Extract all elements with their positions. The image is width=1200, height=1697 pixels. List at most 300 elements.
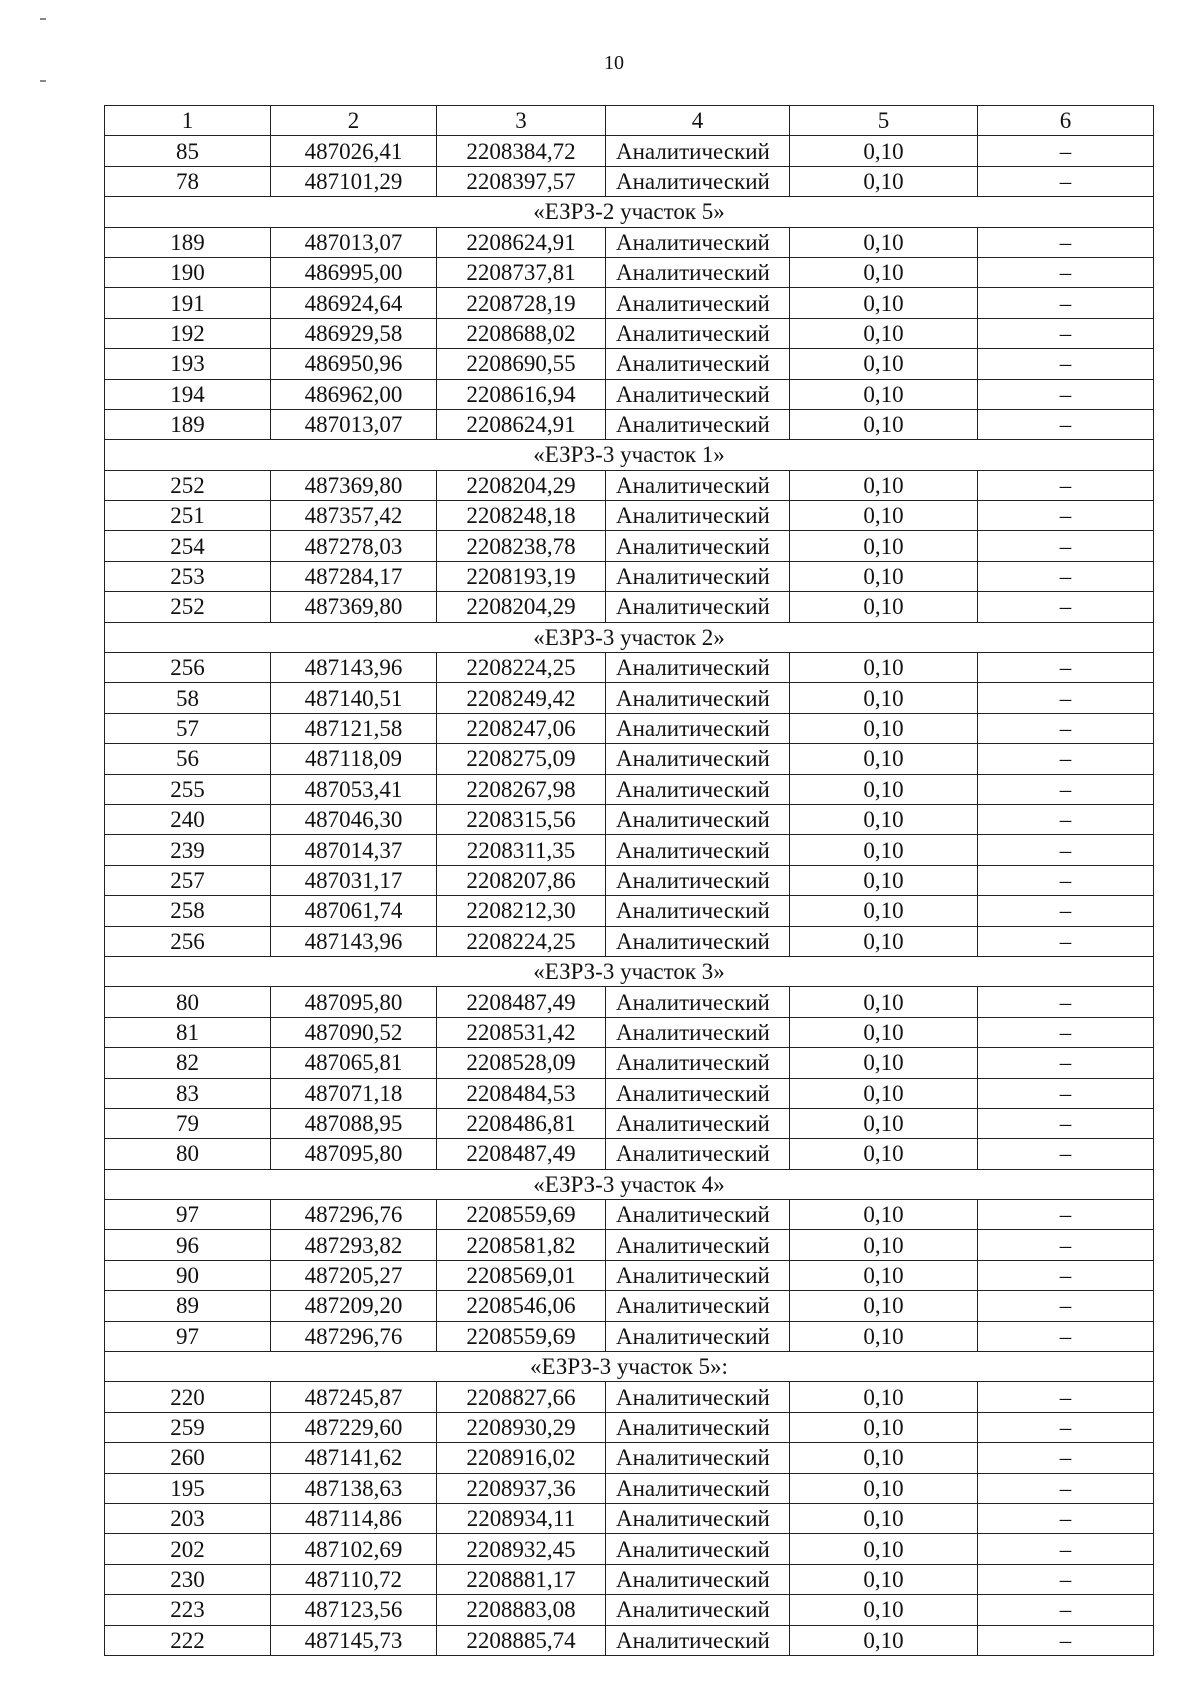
x-coordinate-cell: 487293,82 <box>271 1230 437 1260</box>
method-cell: Аналитический <box>606 1412 790 1442</box>
method-cell: Аналитический <box>606 1260 790 1290</box>
note-cell: – <box>978 1534 1154 1564</box>
x-coordinate-cell: 487296,76 <box>271 1321 437 1351</box>
method-cell: Аналитический <box>606 1230 790 1260</box>
table-row <box>105 227 1154 257</box>
point-number-cell: 253 <box>105 561 271 591</box>
point-number-cell: 251 <box>105 501 271 531</box>
x-coordinate-cell: 487110,72 <box>271 1564 437 1594</box>
y-coordinate-cell: 2208267,98 <box>437 774 606 804</box>
y-coordinate-cell: 2208581,82 <box>437 1230 606 1260</box>
y-coordinate-cell: 2208528,09 <box>437 1048 606 1078</box>
section-row <box>105 622 1154 652</box>
method-cell: Аналитический <box>606 1321 790 1351</box>
y-coordinate-cell: 2208932,45 <box>437 1534 606 1564</box>
point-number-cell: 85 <box>105 136 271 166</box>
accuracy-cell: 0,10 <box>790 1200 978 1230</box>
point-number-cell: 190 <box>105 257 271 287</box>
accuracy-cell: 0,10 <box>790 470 978 500</box>
note-cell: – <box>978 1139 1154 1169</box>
accuracy-cell: 0,10 <box>790 1564 978 1594</box>
x-coordinate-cell: 487013,07 <box>271 227 437 257</box>
y-coordinate-cell: 2208311,35 <box>437 835 606 865</box>
note-cell: – <box>978 257 1154 287</box>
note-cell: – <box>978 318 1154 348</box>
note-cell: – <box>978 409 1154 439</box>
method-cell: Аналитический <box>606 1048 790 1078</box>
point-number-cell: 256 <box>105 653 271 683</box>
accuracy-cell: 0,10 <box>790 926 978 956</box>
table-row <box>105 1473 1154 1503</box>
note-cell: – <box>978 592 1154 622</box>
accuracy-cell: 0,10 <box>790 136 978 166</box>
table-row <box>105 318 1154 348</box>
point-number-cell: 56 <box>105 744 271 774</box>
x-coordinate-cell: 487209,20 <box>271 1291 437 1321</box>
point-number-cell: 220 <box>105 1382 271 1412</box>
x-coordinate-cell: 487284,17 <box>271 561 437 591</box>
table-row <box>105 683 1154 713</box>
accuracy-cell: 0,10 <box>790 804 978 834</box>
point-number-cell: 240 <box>105 804 271 834</box>
method-cell: Аналитический <box>606 136 790 166</box>
point-number-cell: 258 <box>105 896 271 926</box>
method-cell: Аналитический <box>606 713 790 743</box>
y-coordinate-cell: 2208624,91 <box>437 409 606 439</box>
note-cell: – <box>978 926 1154 956</box>
method-cell: Аналитический <box>606 1595 790 1625</box>
section-row <box>105 956 1154 986</box>
column-header: 4 <box>606 106 790 136</box>
section-row <box>105 1352 1154 1382</box>
x-coordinate-cell: 487114,86 <box>271 1503 437 1533</box>
method-cell: Аналитический <box>606 1625 790 1655</box>
y-coordinate-cell: 2208624,91 <box>437 227 606 257</box>
accuracy-cell: 0,10 <box>790 1291 978 1321</box>
y-coordinate-cell: 2208224,25 <box>437 653 606 683</box>
table-row <box>105 1503 1154 1533</box>
method-cell: Аналитический <box>606 653 790 683</box>
method-cell: Аналитический <box>606 804 790 834</box>
y-coordinate-cell: 2208737,81 <box>437 257 606 287</box>
y-coordinate-cell: 2208934,11 <box>437 1503 606 1533</box>
y-coordinate-cell: 2208204,29 <box>437 470 606 500</box>
scan-artifact <box>40 80 46 82</box>
accuracy-cell: 0,10 <box>790 653 978 683</box>
coordinates-table <box>104 105 1154 1656</box>
x-coordinate-cell: 487046,30 <box>271 804 437 834</box>
x-coordinate-cell: 487121,58 <box>271 713 437 743</box>
note-cell: – <box>978 1473 1154 1503</box>
method-cell: Аналитический <box>606 987 790 1017</box>
point-number-cell: 222 <box>105 1625 271 1655</box>
accuracy-cell: 0,10 <box>790 896 978 926</box>
accuracy-cell: 0,10 <box>790 1625 978 1655</box>
table-row <box>105 1230 1154 1260</box>
point-number-cell: 97 <box>105 1321 271 1351</box>
accuracy-cell: 0,10 <box>790 1321 978 1351</box>
accuracy-cell: 0,10 <box>790 1017 978 1047</box>
point-number-cell: 80 <box>105 987 271 1017</box>
table-row <box>105 653 1154 683</box>
note-cell: – <box>978 1200 1154 1230</box>
method-cell: Аналитический <box>606 1108 790 1138</box>
table-row <box>105 1108 1154 1138</box>
x-coordinate-cell: 487141,62 <box>271 1443 437 1473</box>
table-row <box>105 713 1154 743</box>
note-cell: – <box>978 774 1154 804</box>
y-coordinate-cell: 2208885,74 <box>437 1625 606 1655</box>
note-cell: – <box>978 865 1154 895</box>
note-cell: – <box>978 987 1154 1017</box>
point-number-cell: 202 <box>105 1534 271 1564</box>
method-cell: Аналитический <box>606 1564 790 1594</box>
x-coordinate-cell: 487278,03 <box>271 531 437 561</box>
method-cell: Аналитический <box>606 1534 790 1564</box>
x-coordinate-cell: 487053,41 <box>271 774 437 804</box>
note-cell: – <box>978 349 1154 379</box>
method-cell: Аналитический <box>606 1382 790 1412</box>
accuracy-cell: 0,10 <box>790 1139 978 1169</box>
note-cell: – <box>978 1625 1154 1655</box>
accuracy-cell: 0,10 <box>790 1473 978 1503</box>
note-cell: – <box>978 804 1154 834</box>
point-number-cell: 90 <box>105 1260 271 1290</box>
point-number-cell: 81 <box>105 1017 271 1047</box>
table-row <box>105 1200 1154 1230</box>
y-coordinate-cell: 2208728,19 <box>437 288 606 318</box>
accuracy-cell: 0,10 <box>790 1443 978 1473</box>
y-coordinate-cell: 2208248,18 <box>437 501 606 531</box>
x-coordinate-cell: 487102,69 <box>271 1534 437 1564</box>
method-cell: Аналитический <box>606 257 790 287</box>
y-coordinate-cell: 2208212,30 <box>437 896 606 926</box>
point-number-cell: 254 <box>105 531 271 561</box>
table-row <box>105 257 1154 287</box>
point-number-cell: 230 <box>105 1564 271 1594</box>
method-cell: Аналитический <box>606 318 790 348</box>
column-header: 5 <box>790 106 978 136</box>
method-cell: Аналитический <box>606 896 790 926</box>
accuracy-cell: 0,10 <box>790 1230 978 1260</box>
note-cell: – <box>978 1503 1154 1533</box>
note-cell: – <box>978 1260 1154 1290</box>
y-coordinate-cell: 2208486,81 <box>437 1108 606 1138</box>
y-coordinate-cell: 2208881,17 <box>437 1564 606 1594</box>
note-cell: – <box>978 1048 1154 1078</box>
point-number-cell: 193 <box>105 349 271 379</box>
method-cell: Аналитический <box>606 1139 790 1169</box>
section-title: «ЕЗРЗ-2 участок 5» <box>105 197 1154 227</box>
note-cell: – <box>978 1078 1154 1108</box>
y-coordinate-cell: 2208204,29 <box>437 592 606 622</box>
x-coordinate-cell: 486950,96 <box>271 349 437 379</box>
y-coordinate-cell: 2208559,69 <box>437 1321 606 1351</box>
table-row <box>105 1139 1154 1169</box>
method-cell: Аналитический <box>606 1200 790 1230</box>
point-number-cell: 203 <box>105 1503 271 1533</box>
note-cell: – <box>978 1564 1154 1594</box>
section-row <box>105 197 1154 227</box>
table-row <box>105 835 1154 865</box>
section-title: «ЕЗРЗ-3 участок 3» <box>105 956 1154 986</box>
table-row <box>105 1443 1154 1473</box>
column-header: 2 <box>271 106 437 136</box>
note-cell: – <box>978 1321 1154 1351</box>
point-number-cell: 260 <box>105 1443 271 1473</box>
y-coordinate-cell: 2208487,49 <box>437 987 606 1017</box>
note-cell: – <box>978 288 1154 318</box>
table-row <box>105 987 1154 1017</box>
table-row <box>105 1017 1154 1047</box>
x-coordinate-cell: 487140,51 <box>271 683 437 713</box>
table-row <box>105 470 1154 500</box>
method-cell: Аналитический <box>606 349 790 379</box>
y-coordinate-cell: 2208193,19 <box>437 561 606 591</box>
x-coordinate-cell: 487013,07 <box>271 409 437 439</box>
note-cell: – <box>978 896 1154 926</box>
accuracy-cell: 0,10 <box>790 409 978 439</box>
y-coordinate-cell: 2208397,57 <box>437 166 606 196</box>
y-coordinate-cell: 2208275,09 <box>437 744 606 774</box>
point-number-cell: 194 <box>105 379 271 409</box>
point-number-cell: 82 <box>105 1048 271 1078</box>
method-cell: Аналитический <box>606 1443 790 1473</box>
point-number-cell: 223 <box>105 1595 271 1625</box>
table-row <box>105 1260 1154 1290</box>
accuracy-cell: 0,10 <box>790 774 978 804</box>
point-number-cell: 252 <box>105 470 271 500</box>
x-coordinate-cell: 487088,95 <box>271 1108 437 1138</box>
method-cell: Аналитический <box>606 592 790 622</box>
accuracy-cell: 0,10 <box>790 1382 978 1412</box>
column-header: 6 <box>978 106 1154 136</box>
method-cell: Аналитический <box>606 1017 790 1047</box>
accuracy-cell: 0,10 <box>790 835 978 865</box>
column-header: 3 <box>437 106 606 136</box>
method-cell: Аналитический <box>606 501 790 531</box>
y-coordinate-cell: 2208224,25 <box>437 926 606 956</box>
point-number-cell: 259 <box>105 1412 271 1442</box>
table-row <box>105 1595 1154 1625</box>
x-coordinate-cell: 487026,41 <box>271 136 437 166</box>
section-title: «ЕЗРЗ-3 участок 2» <box>105 622 1154 652</box>
table-row <box>105 409 1154 439</box>
y-coordinate-cell: 2208688,02 <box>437 318 606 348</box>
accuracy-cell: 0,10 <box>790 987 978 1017</box>
method-cell: Аналитический <box>606 1503 790 1533</box>
method-cell: Аналитический <box>606 288 790 318</box>
y-coordinate-cell: 2208916,02 <box>437 1443 606 1473</box>
note-cell: – <box>978 379 1154 409</box>
table-row <box>105 926 1154 956</box>
point-number-cell: 191 <box>105 288 271 318</box>
x-coordinate-cell: 487245,87 <box>271 1382 437 1412</box>
note-cell: – <box>978 227 1154 257</box>
method-cell: Аналитический <box>606 166 790 196</box>
note-cell: – <box>978 1595 1154 1625</box>
table-row <box>105 1321 1154 1351</box>
note-cell: – <box>978 470 1154 500</box>
note-cell: – <box>978 1108 1154 1138</box>
table-row <box>105 136 1154 166</box>
table-row <box>105 1382 1154 1412</box>
note-cell: – <box>978 683 1154 713</box>
section-title: «ЕЗРЗ-3 участок 5»: <box>105 1352 1154 1382</box>
note-cell: – <box>978 1230 1154 1260</box>
accuracy-cell: 0,10 <box>790 561 978 591</box>
x-coordinate-cell: 487143,96 <box>271 653 437 683</box>
point-number-cell: 257 <box>105 865 271 895</box>
method-cell: Аналитический <box>606 379 790 409</box>
method-cell: Аналитический <box>606 835 790 865</box>
x-coordinate-cell: 487071,18 <box>271 1078 437 1108</box>
y-coordinate-cell: 2208937,36 <box>437 1473 606 1503</box>
accuracy-cell: 0,10 <box>790 1078 978 1108</box>
table-row <box>105 592 1154 622</box>
y-coordinate-cell: 2208569,01 <box>437 1260 606 1290</box>
x-coordinate-cell: 487101,29 <box>271 166 437 196</box>
y-coordinate-cell: 2208384,72 <box>437 136 606 166</box>
accuracy-cell: 0,10 <box>790 1534 978 1564</box>
y-coordinate-cell: 2208315,56 <box>437 804 606 834</box>
table-row <box>105 1412 1154 1442</box>
x-coordinate-cell: 487143,96 <box>271 926 437 956</box>
x-coordinate-cell: 487296,76 <box>271 1200 437 1230</box>
scan-artifact <box>40 18 46 20</box>
table-row <box>105 531 1154 561</box>
x-coordinate-cell: 487229,60 <box>271 1412 437 1442</box>
point-number-cell: 58 <box>105 683 271 713</box>
point-number-cell: 256 <box>105 926 271 956</box>
y-coordinate-cell: 2208827,66 <box>437 1382 606 1412</box>
table-row <box>105 865 1154 895</box>
point-number-cell: 192 <box>105 318 271 348</box>
method-cell: Аналитический <box>606 1291 790 1321</box>
x-coordinate-cell: 487357,42 <box>271 501 437 531</box>
accuracy-cell: 0,10 <box>790 865 978 895</box>
accuracy-cell: 0,10 <box>790 713 978 743</box>
accuracy-cell: 0,10 <box>790 1595 978 1625</box>
method-cell: Аналитический <box>606 683 790 713</box>
x-coordinate-cell: 487205,27 <box>271 1260 437 1290</box>
point-number-cell: 96 <box>105 1230 271 1260</box>
method-cell: Аналитический <box>606 744 790 774</box>
table-row <box>105 1625 1154 1655</box>
point-number-cell: 57 <box>105 713 271 743</box>
accuracy-cell: 0,10 <box>790 592 978 622</box>
section-row <box>105 440 1154 470</box>
note-cell: – <box>978 1412 1154 1442</box>
accuracy-cell: 0,10 <box>790 1412 978 1442</box>
method-cell: Аналитический <box>606 470 790 500</box>
y-coordinate-cell: 2208487,49 <box>437 1139 606 1169</box>
method-cell: Аналитический <box>606 926 790 956</box>
note-cell: – <box>978 1291 1154 1321</box>
y-coordinate-cell: 2208930,29 <box>437 1412 606 1442</box>
section-title: «ЕЗРЗ-3 участок 1» <box>105 440 1154 470</box>
point-number-cell: 252 <box>105 592 271 622</box>
method-cell: Аналитический <box>606 1473 790 1503</box>
x-coordinate-cell: 487031,17 <box>271 865 437 895</box>
section-title: «ЕЗРЗ-3 участок 4» <box>105 1169 1154 1199</box>
y-coordinate-cell: 2208238,78 <box>437 531 606 561</box>
x-coordinate-cell: 486995,00 <box>271 257 437 287</box>
note-cell: – <box>978 501 1154 531</box>
y-coordinate-cell: 2208484,53 <box>437 1078 606 1108</box>
x-coordinate-cell: 487095,80 <box>271 987 437 1017</box>
x-coordinate-cell: 487123,56 <box>271 1595 437 1625</box>
table-row <box>105 744 1154 774</box>
point-number-cell: 80 <box>105 1139 271 1169</box>
method-cell: Аналитический <box>606 561 790 591</box>
accuracy-cell: 0,10 <box>790 227 978 257</box>
y-coordinate-cell: 2208249,42 <box>437 683 606 713</box>
point-number-cell: 78 <box>105 166 271 196</box>
table-header-row <box>105 106 1154 136</box>
table-row <box>105 166 1154 196</box>
x-coordinate-cell: 486924,64 <box>271 288 437 318</box>
note-cell: – <box>978 531 1154 561</box>
accuracy-cell: 0,10 <box>790 379 978 409</box>
x-coordinate-cell: 487061,74 <box>271 896 437 926</box>
table-row <box>105 1564 1154 1594</box>
note-cell: – <box>978 1382 1154 1412</box>
accuracy-cell: 0,10 <box>790 1048 978 1078</box>
note-cell: – <box>978 561 1154 591</box>
point-number-cell: 255 <box>105 774 271 804</box>
note-cell: – <box>978 744 1154 774</box>
x-coordinate-cell: 487369,80 <box>271 592 437 622</box>
accuracy-cell: 0,10 <box>790 288 978 318</box>
x-coordinate-cell: 486929,58 <box>271 318 437 348</box>
point-number-cell: 97 <box>105 1200 271 1230</box>
page-number: 10 <box>604 52 624 74</box>
table-row <box>105 349 1154 379</box>
table-row <box>105 561 1154 591</box>
note-cell: – <box>978 835 1154 865</box>
accuracy-cell: 0,10 <box>790 683 978 713</box>
y-coordinate-cell: 2208616,94 <box>437 379 606 409</box>
x-coordinate-cell: 487065,81 <box>271 1048 437 1078</box>
x-coordinate-cell: 487145,73 <box>271 1625 437 1655</box>
table-body <box>105 136 1154 1656</box>
table-row <box>105 288 1154 318</box>
accuracy-cell: 0,10 <box>790 166 978 196</box>
accuracy-cell: 0,10 <box>790 501 978 531</box>
accuracy-cell: 0,10 <box>790 318 978 348</box>
accuracy-cell: 0,10 <box>790 1503 978 1533</box>
accuracy-cell: 0,10 <box>790 531 978 561</box>
point-number-cell: 239 <box>105 835 271 865</box>
note-cell: – <box>978 1443 1154 1473</box>
method-cell: Аналитический <box>606 774 790 804</box>
point-number-cell: 89 <box>105 1291 271 1321</box>
point-number-cell: 189 <box>105 409 271 439</box>
section-row <box>105 1169 1154 1199</box>
method-cell: Аналитический <box>606 409 790 439</box>
point-number-cell: 195 <box>105 1473 271 1503</box>
note-cell: – <box>978 1017 1154 1047</box>
x-coordinate-cell: 487118,09 <box>271 744 437 774</box>
table-row <box>105 1534 1154 1564</box>
accuracy-cell: 0,10 <box>790 744 978 774</box>
column-header: 1 <box>105 106 271 136</box>
y-coordinate-cell: 2208559,69 <box>437 1200 606 1230</box>
x-coordinate-cell: 487090,52 <box>271 1017 437 1047</box>
table-row <box>105 896 1154 926</box>
note-cell: – <box>978 136 1154 166</box>
